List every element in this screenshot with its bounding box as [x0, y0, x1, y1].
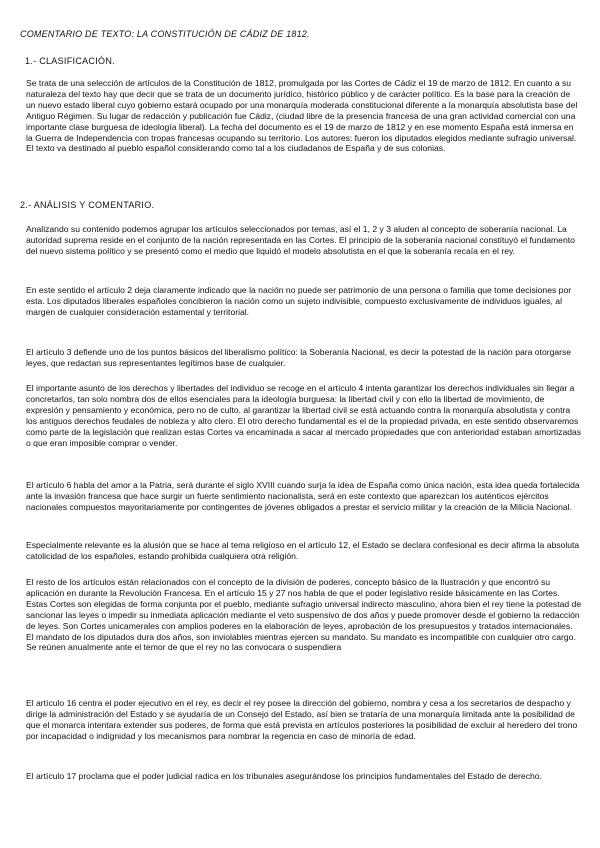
section-heading-analysis: 2.- ANÁLISIS Y COMENTARIO. [20, 200, 155, 210]
paragraph-national-sovereignty: Analizando su contenido podemos agrupar los artículos seleccionados por temas, así el 1, 2 y 3 aluden al concepto de soberanía nacional. La autoridad suprema reside en el conjunto de la nación representada en las Cortes. El principio de la soberanía nacional constituyó el fundamento del nuevo sistema político y se presentó como el medio que liquidó el modelo absolutista en el que la soberanía recaía en el rey. [26, 224, 575, 256]
paragraph-article-2: En este sentido el artículo 2 deja claramente indicado que la nación no puede ser patrimonio de una persona o familia que tome decisiones por esta. Los diputados liberales españoles concibieron la nación como un sujeto indivisible, compuesto exclusivamente de individuos iguales, al margen de cualquier consideración estamental y territorial. [26, 285, 572, 317]
paragraph-article-17: El artículo 17 proclama que el poder judicial radica en los tribunales asegurándose los principios fundamentales del Estado de derecho. [26, 771, 542, 781]
document-title: COMENTARIO DE TEXTO: LA CONSTITUCIÓN DE CÁDIZ DE 1812. [20, 29, 310, 39]
paragraph-article-3: El artículo 3 defiende uno de los puntos básicos del liberalismo político: la Soberanía Nacional, es decir la potestad de la nación para otorgarse leyes, que redactan sus representantes legítimos base de cualquier. [26, 347, 572, 368]
paragraph-article-6: El artículo 6 habla del amor a la Patria, será durante el siglo XVIII cuando surja la idea de España como única nación, esta idea queda fortalecida ante la invasión francesa que hace surgir un fuerte sentimiento nacionalista, será en este contexto que aparezcan los auténticos ejércitos nacionales compuestos mayoritariamente por contingentes de jóvenes obligados a prestar el servicio militar y la creación de la Milicia Nacional. [26, 480, 580, 512]
paragraph-article-16: El artículo 16 centra el poder ejecutivo en el rey, es decir el rey posee la dirección del gobierno, nombra y cesa a los secretarios de despacho y dirige la administración del Estado y se ayudaría de un Consejo del Estado, así bien se trataría de una monarquía limitada ante la posibilidad de que el monarca intentara extender sus poderes, de forma que está prevista en artículos posteriores la posibilidad de excluir al heredero del trono por incapacidad o indignidad y los mecanismos para nombrar la regencia en caso de minoría de edad. [26, 698, 578, 741]
paragraph-classification: Se trata de una selección de artículos de la Constitución de 1812, promulgada por las Cortes de Cádiz el 19 de marzo de 1812. En cuanto a su naturaleza del texto hay que decir que se trata de un documento jurídico, histórico público y de carácter político. Es la base para la creación de un nuevo estado liberal cuyo gobierno estará ocupado por una monarquía moderada constitucional diferente a la monarquía absolutista base del Antiguo Régimen. Su lugar de redacción y publicación fue Cádiz, (ciudad libre de la presencia francesa de una gran actividad comercial con una importante clase burguesa de ideología liberal). La fecha del documento es el 19 de marzo de 1812 y en ese momento España está inmersa en la Guerra de Independencia con tropas francesas ocupando su territorio. Los autores: fueron los diputados elegidos mediante sufragio universal. El texto va destinado al pueblo español considerando como tal a los ciudadanos de España y de sus colonias. [26, 78, 578, 154]
section-heading-classification: 1.- CLASIFICACIÓN. [25, 56, 115, 66]
paragraph-article-12: Especialmente relevante es la alusión que se hace al tema religioso en el artículo 12, el Estado se declara confesional es decir afirma la absoluta catolicidad de los españoles, estando prohibida cualquiera otra religión. [26, 540, 580, 561]
paragraph-article-4: El importante asunto de los derechos y libertades del individuo se recoge en el artículo 4 intenta garantizar los derechos individuales sin llegar a concretarlos, tan solo nombra dos de ellos esenciales para la ideología burguesa: la libertad civil y con ello la libertad de movimiento, de expresión y pensamiento y económica, pero no de culto, al garantizar la libertad civil se está actuando contra la monarquía absolutista y contra los antiguos derechos feudales de nobleza y alto clero. El otro derecho fundamental es el de la propiedad privada, en este sentido observaremos como parte de la legislación que realizan estas Cortes va encaminada a sacar al mercado propiedades que con anterioridad estaban amortizadas o que eran imposible comprar o vender. [26, 383, 582, 448]
paragraph-division-of-powers: El resto de los artículos están relacionados con el concepto de la división de poderes, concepto básico de la Ilustración y que encontró su aplicación en durante la Revolución Francesa. En el artículo 15 y 27 nos habla de que el poder legislativo reside básicamente en las Cortes. Estas Cortes son elegidas de forma conjunta por el pueblo, mediante sufragio universal indirecto masculino, ahora bien el rey tiene la potestad de sancionar las leyes o impedir su inmediata aplicación mediante el veto suspensivo de dos años y puede promover desde el gobierno la redacción de leyes. Son Cortes unicamerales con amplios poderes en la elaboración de leyes, aprobación de los presupuestos y tratados internacionales. El mandato de los diputados dura dos años, son inviolables mientras ejercen su mandato. Su mandato es incompatible con cualquier otro cargo. Se reúnen anualmente ante el temor de que el rey no las convocara o suspendiera [26, 577, 582, 653]
